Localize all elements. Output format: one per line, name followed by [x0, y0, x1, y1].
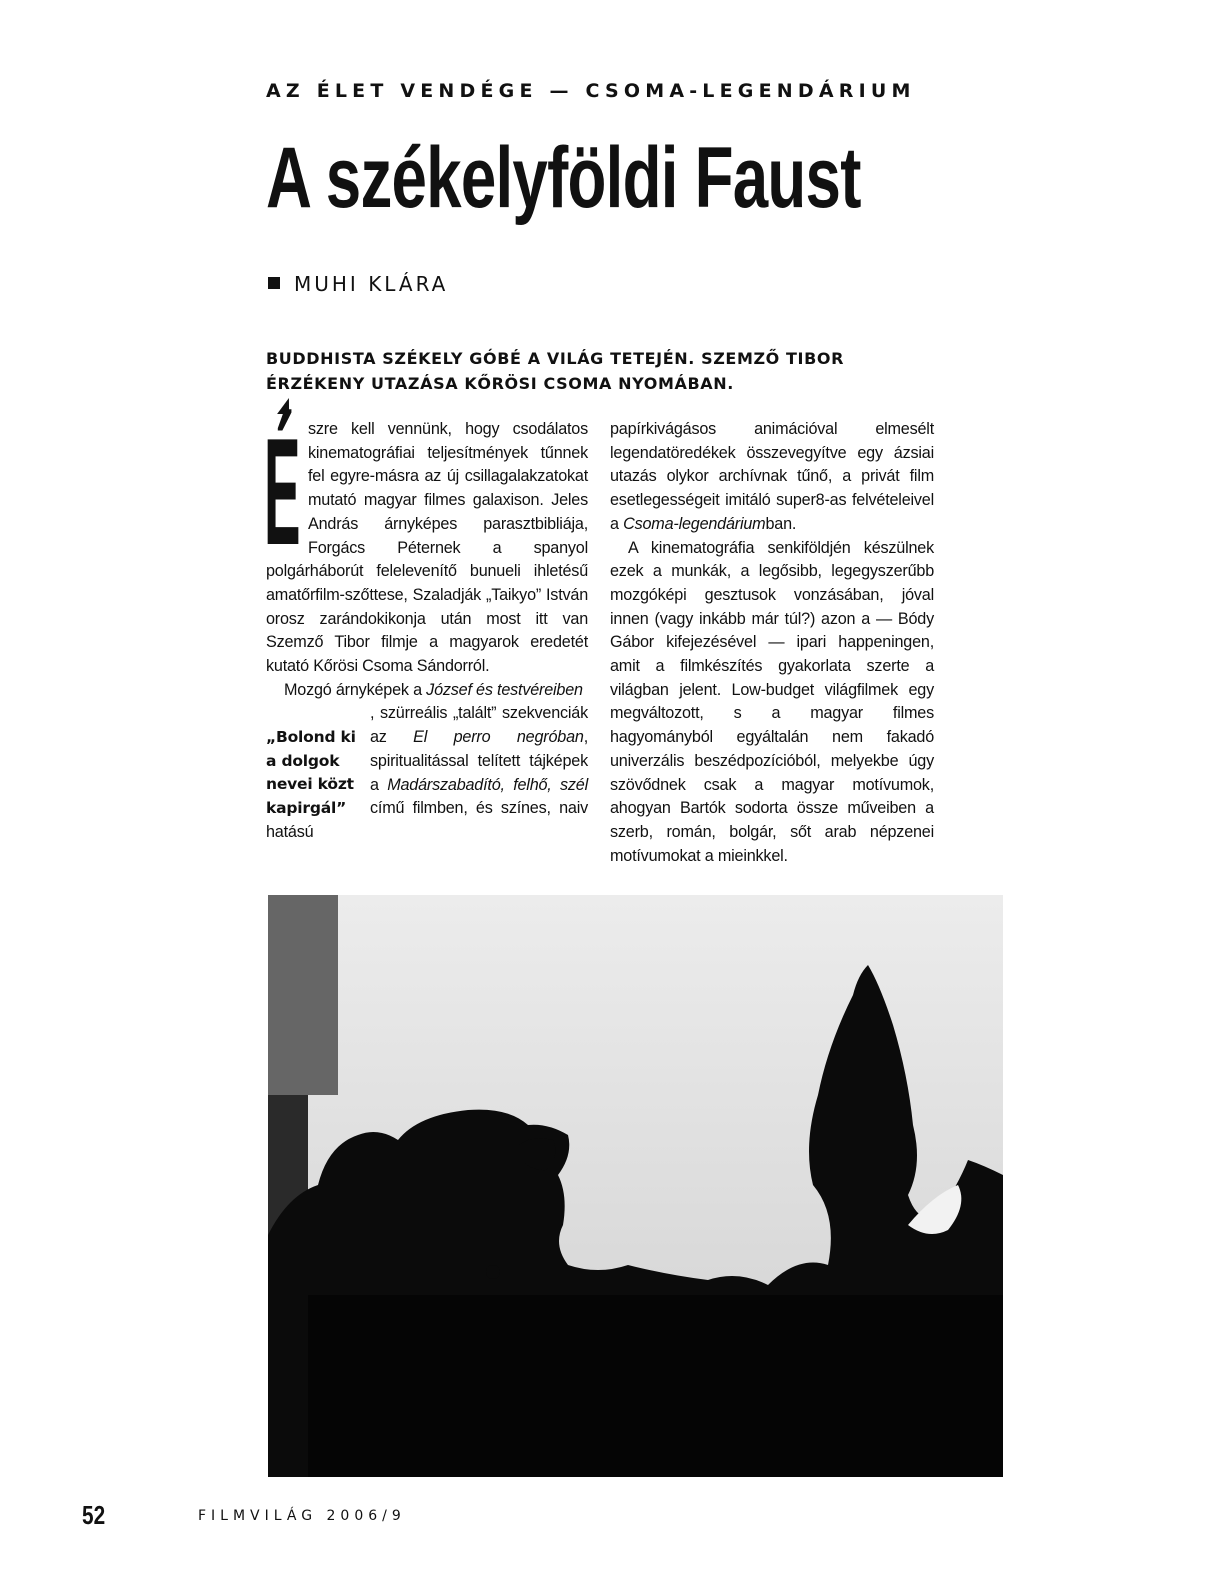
body-paragraph-4: A kinematográfia senkiföldjén készülnek ezek a munkák, a legősibb, legegyszerűbb mozgóképi gesztusok vonzásában, jóval innen (vagy inkább már túl?) azon a — Bódy Gábor kifejezésével — ipari happeningen, amit a filmkészítés gyakorlata szerte a világban jelent. Low-budget világfilmek egy megváltozott, s a magyar filmes hagyományból egyáltalán nem fakadó univerzális beszédpozícióból, melyekbe úgy szövődnek csak a magyar motívumok, ahogyan Bartók sodorta össze műveiben a szerb, román, bolgár, sőt arab népzenei motívumokat a mieinkkel.: [610, 538, 934, 865]
film-title: Csoma-legendárium: [623, 514, 766, 533]
dropcap-letter: É: [264, 407, 301, 577]
column-right: [610, 418, 934, 868]
text-run: című filmben, és színes, naiv hatású: [266, 799, 588, 841]
body-paragraph-2: [266, 679, 588, 703]
body-paragraph-3: [610, 418, 934, 537]
magazine-issue: FILMVILÁG 2006/9: [198, 1508, 406, 1524]
film-title: El perro negróban: [413, 728, 584, 747]
dropcap: [264, 407, 304, 577]
text-run: , spiritualitással telített tájképek a: [370, 728, 589, 794]
author-name: MUHI KLÁRA: [294, 272, 449, 296]
page-number: 52: [82, 1500, 106, 1530]
film-title: József és testvéreiben: [426, 680, 583, 699]
kicker: AZ ÉLET VENDÉGE — CSOMA-LEGENDÁRIUM: [266, 80, 916, 102]
lead-paragraph: BUDDHISTA SZÉKELY GÓBÉ A VILÁG TETEJÉN. SZEMZŐ TIBOR ÉRZÉKENY UTAZÁSA KŐRÖSI CSOMA NYOMÁBAN.: [266, 349, 845, 393]
square-bullet-icon: [268, 277, 280, 289]
shadow-puppet-photo: [268, 895, 1003, 1477]
text-run: ban.: [765, 514, 797, 533]
film-title: Madárszabadító, felhő, szél: [387, 775, 588, 794]
text-run: papírkivágásos animációval elmesélt legendatöredékek összevegyítve egy ázsiai utazás olykor archívnak tűnő, a privát film esetlegességeit imitáló super8-as felvételeivel a: [610, 420, 934, 533]
column-left: [264, 407, 589, 845]
byline: [268, 272, 448, 296]
text-run: Mozgó árnyképek a: [284, 680, 427, 699]
article-title: A székelyföldi Faust: [266, 130, 861, 226]
text-run: , szürreális „talált” szekvenciák az: [370, 704, 588, 747]
body-paragraph-1: szre kell vennünk, hogy csodálatos kinematográfiai teljesítmények tűnnek fel egyre-másra az új csillagalakzatokat mutató magyar filmes galaxison. Jeles András árnyképes parasztbibliája, Forgács Péternek a spanyol polgárháborút felelevenítő bunueli ihletésű amatőrfilm-szőttese, Szaladják „Taikyo” István orosz zarándokikonja után most itt van Szemző Tibor filmje a magyarok eredetét kutató Kőrösi Csoma Sándorról.: [266, 420, 588, 676]
pull-quote: „Bolond ki a dolgok nevei közt kapirgál”: [266, 728, 356, 817]
